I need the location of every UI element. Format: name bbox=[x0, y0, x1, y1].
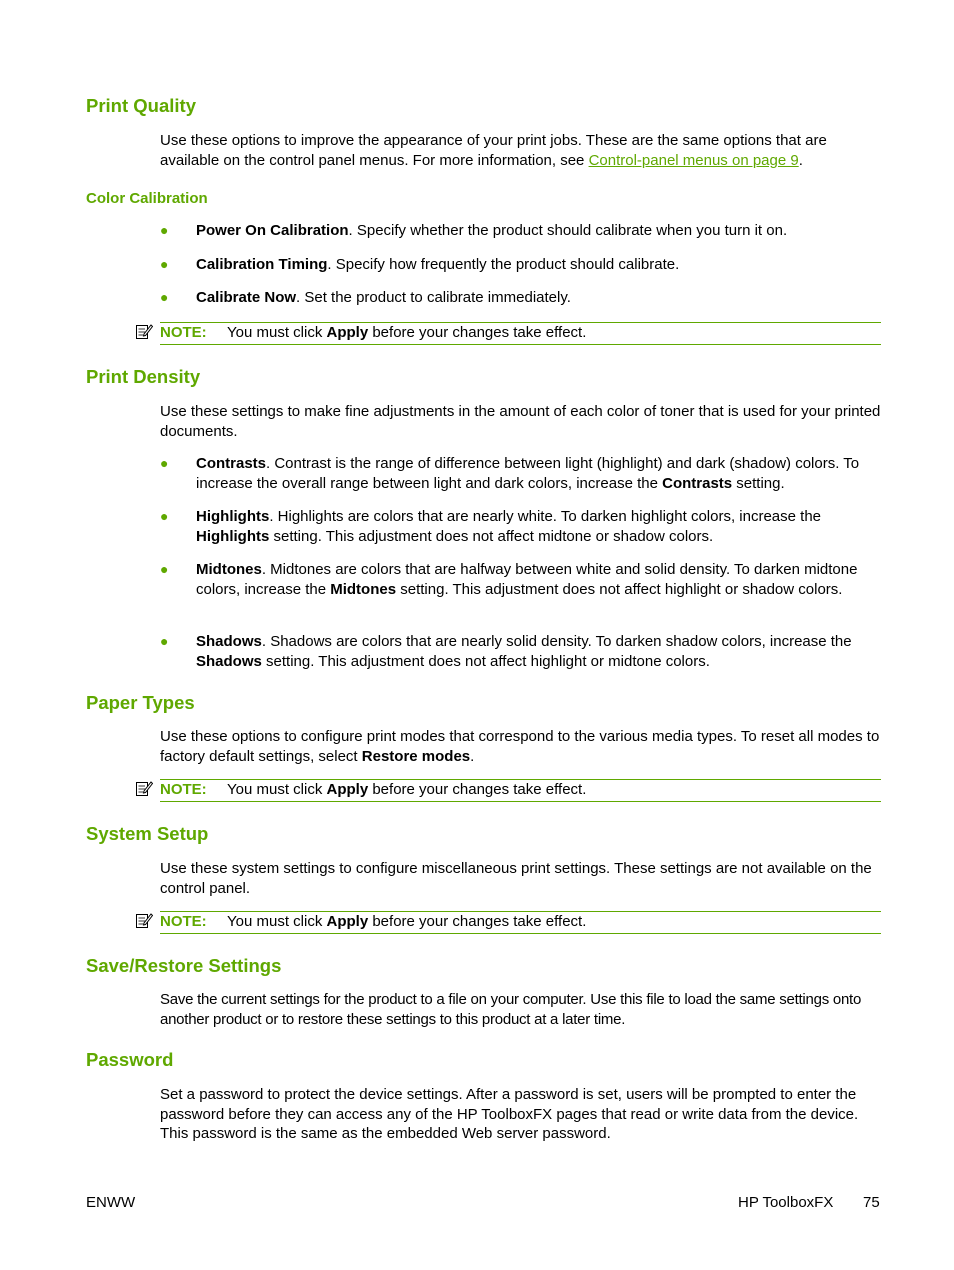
note-label: NOTE: bbox=[160, 324, 207, 341]
heading-color-calibration: Color Calibration bbox=[86, 190, 208, 207]
note-box: NOTE: You must click Apply before your changes take effect. bbox=[160, 911, 881, 934]
bullet-icon: ● bbox=[160, 289, 169, 305]
heading-print-density: Print Density bbox=[86, 366, 201, 387]
heading-system-setup: System Setup bbox=[86, 823, 209, 844]
page-number: 75 bbox=[863, 1194, 880, 1211]
save-restore-intro: Save the current settings for the product to a file on your computer. Use this file to load the same settings onto another product or to restore these settings to this product at a later time. bbox=[160, 991, 862, 1028]
heading-password: Password bbox=[86, 1049, 174, 1070]
system-setup-intro: Use these system settings to configure miscellaneous print settings. These settings are not available on the control panel. bbox=[160, 860, 872, 897]
footer-left: ENWW bbox=[86, 1194, 136, 1211]
note-box: NOTE: You must click Apply before your changes take effect. bbox=[160, 779, 881, 802]
bullet-icon: ● bbox=[160, 561, 169, 577]
print-quality-intro: Use these options to improve the appearance of your print jobs. These are the same options that are available on the control panel menus. For more information, see Control-panel menus on page 9. bbox=[160, 132, 827, 169]
note-pencil-icon bbox=[135, 911, 153, 929]
bullet-icon: ● bbox=[160, 222, 169, 238]
footer-title: HP ToolboxFX bbox=[738, 1194, 834, 1211]
bullet-icon: ● bbox=[160, 633, 169, 649]
note-pencil-icon bbox=[135, 322, 153, 340]
bullet-icon: ● bbox=[160, 508, 169, 524]
note-label: NOTE: bbox=[160, 781, 207, 798]
bullet-icon: ● bbox=[160, 256, 169, 272]
password-intro: Set a password to protect the device settings. After a password is set, users will be prompted to enter the password before they can access any of the HP ToolboxFX pages that read or write data from the device. This password is the same as the embedded Web server password. bbox=[160, 1086, 859, 1142]
note-label: NOTE: bbox=[160, 913, 207, 930]
heading-save-restore-settings: Save/Restore Settings bbox=[86, 955, 282, 976]
heading-print-quality: Print Quality bbox=[86, 95, 196, 116]
note-box: NOTE: You must click Apply before your changes take effect. bbox=[160, 322, 881, 345]
print-density-intro: Use these settings to make fine adjustments in the amount of each color of toner that is used for your printed documents. bbox=[160, 403, 881, 440]
note-pencil-icon bbox=[135, 779, 153, 797]
control-panel-menus-link[interactable]: Control-panel menus on page 9 bbox=[588, 151, 799, 169]
paper-types-intro: Use these options to configure print modes that correspond to the various media types. To reset all modes to factory default settings, select Restore modes. bbox=[160, 728, 880, 765]
bullet-icon: ● bbox=[160, 455, 169, 471]
heading-paper-types: Paper Types bbox=[86, 692, 195, 713]
